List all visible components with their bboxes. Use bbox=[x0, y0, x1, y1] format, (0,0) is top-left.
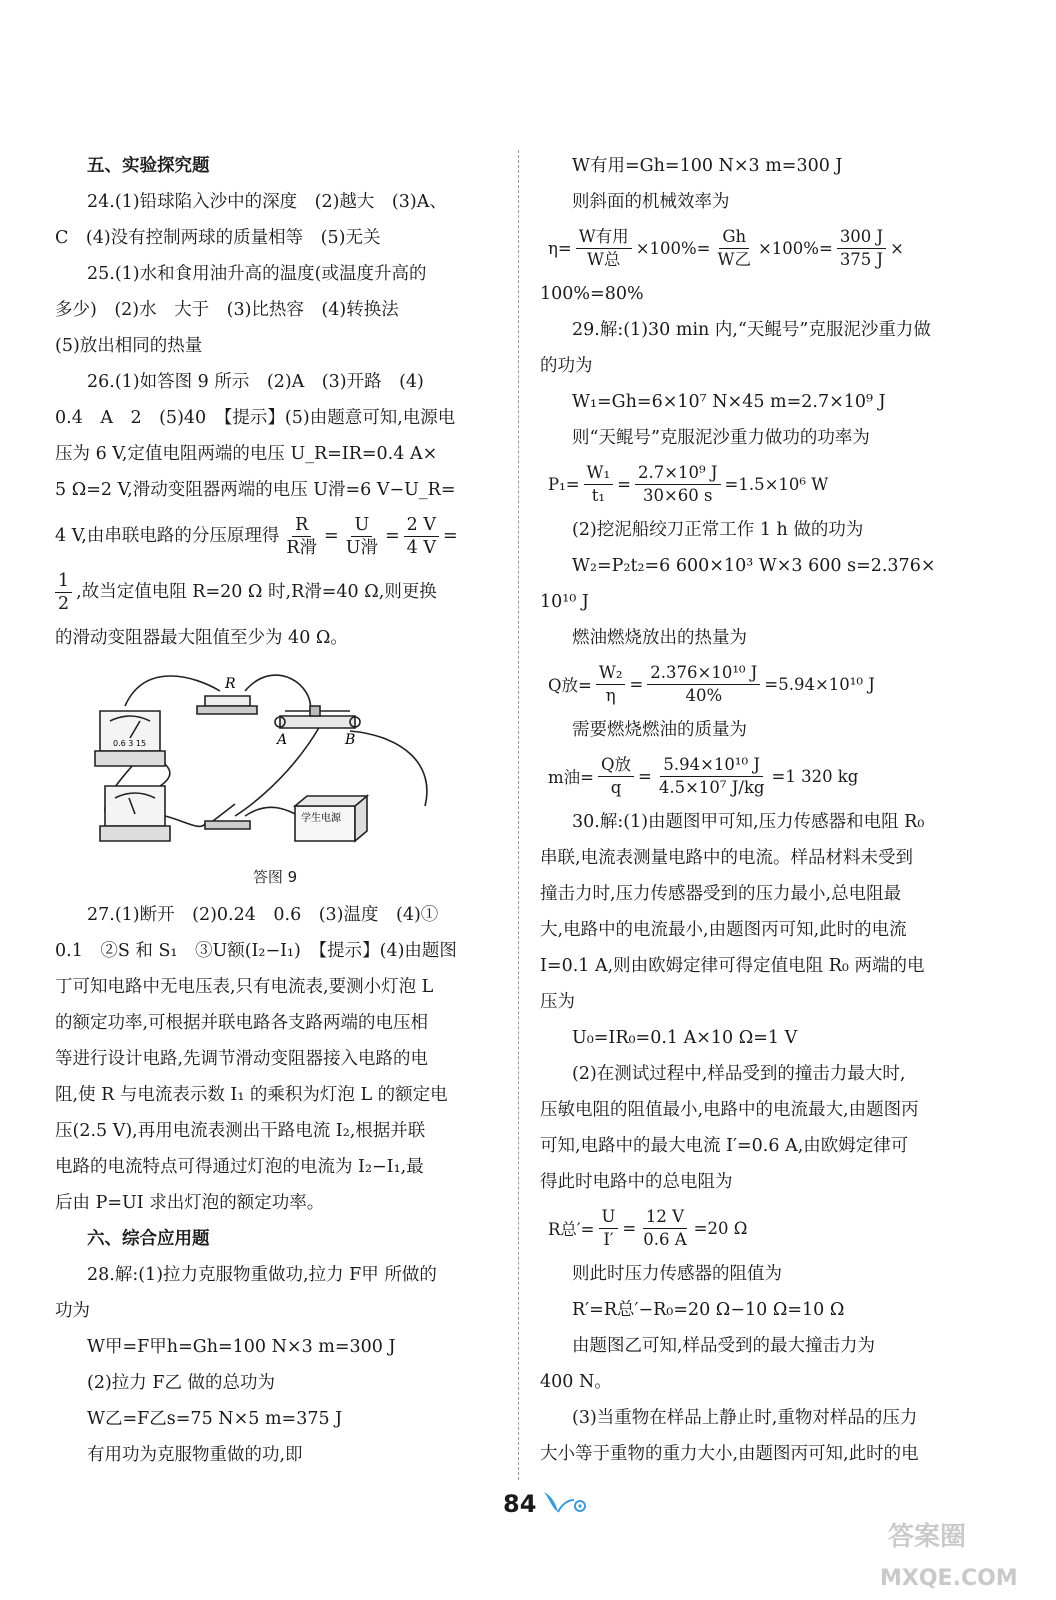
numerator: 2 V bbox=[404, 514, 439, 537]
q28-line5: W乙=F乙s=75 N×5 m=375 J bbox=[87, 1409, 343, 1429]
q26-line7: 的滑动变阻器最大阻值至少为 40 Ω。 bbox=[55, 628, 348, 648]
fraction bbox=[55, 570, 72, 615]
eq-text: =1 320 kg bbox=[771, 766, 859, 786]
q30-line9: 压敏电阻的阻值最小,电路中的电流最大,由题图丙 bbox=[540, 1100, 919, 1120]
q28-line2: 功为 bbox=[55, 1301, 90, 1321]
q27-line4: 的额定功率,可根据并联电路各支路两端的电压相 bbox=[55, 1013, 429, 1033]
power-equation bbox=[540, 456, 980, 512]
q30-line18: 大小等于重物的重力大小,由题图丙可知,此时的电 bbox=[540, 1444, 919, 1464]
denominator: q bbox=[610, 777, 622, 797]
denominator: 40% bbox=[685, 685, 723, 705]
q30-line10: 可知,电路中的最大电流 I′=0.6 A,由欧姆定律可 bbox=[540, 1136, 909, 1156]
fraction bbox=[283, 514, 320, 559]
label-meter-scale: 0.6 3 15 bbox=[113, 739, 147, 748]
circuit-diagram bbox=[85, 666, 465, 856]
q26-line6 bbox=[55, 564, 495, 620]
label-A: A bbox=[277, 732, 288, 748]
eq-text: × bbox=[890, 238, 904, 258]
q26-line5-text: 4 V,由串联电路的分压原理得 bbox=[55, 526, 280, 546]
resistance-equation bbox=[540, 1200, 980, 1256]
numerator: W有用 bbox=[576, 226, 632, 249]
eq-text: Q放= bbox=[548, 676, 592, 695]
watermark-top-text: 答案圈 bbox=[888, 1522, 967, 1552]
denominator: R滑 bbox=[286, 537, 318, 558]
eq-text: = bbox=[617, 474, 631, 494]
q29-line8: 10¹⁰ J bbox=[540, 592, 589, 612]
eq-text: = bbox=[638, 766, 652, 786]
fraction bbox=[598, 754, 634, 799]
q29-line11: 需要燃烧燃油的质量为 bbox=[572, 720, 747, 740]
fraction bbox=[837, 226, 886, 271]
q27-line7: 压(2.5 V),再用电流表测出干路电流 I₂,根据并联 bbox=[55, 1121, 426, 1141]
mass-equation bbox=[540, 748, 980, 804]
fraction bbox=[647, 662, 760, 707]
fraction bbox=[640, 1206, 689, 1251]
q28-line3: W甲=F甲h=Gh=100 N×3 m=300 J bbox=[87, 1337, 396, 1357]
numerator: 300 J bbox=[837, 226, 886, 249]
label-power-supply: 学生电源 bbox=[301, 813, 341, 824]
fraction bbox=[715, 226, 754, 271]
q24-line1: 24.(1)铅球陷入沙中的深度 (2)越大 (3)A、 bbox=[87, 192, 447, 212]
q29-line3: W₁=Gh=6×10⁷ N×45 m=2.7×10⁹ J bbox=[572, 392, 886, 412]
numerator: 2.376×10¹⁰ J bbox=[647, 662, 760, 685]
q30-line8: (2)在测试过程中,样品受到的撞击力最大时, bbox=[572, 1064, 906, 1084]
q30-line11: 得此时电路中的总电阻为 bbox=[540, 1172, 733, 1192]
q26-line5: 4 V,由串联电路的分压原理得 $\frac{R}{\text{R滑}}$ = $\frac{U}{\text{U滑}}$ = $\frac{2 V}{4 V}$ = bbox=[55, 514, 458, 558]
section-heading-5: 五、实验探究题 bbox=[87, 156, 210, 176]
q30-line15: 由题图乙可知,样品受到的最大撞击力为 bbox=[572, 1336, 876, 1356]
eq-text: ×100%= bbox=[635, 238, 711, 258]
fraction bbox=[599, 1206, 619, 1251]
q27-line5: 等进行设计电路,先调节滑动变阻器接入电路的电 bbox=[55, 1049, 429, 1069]
q30-line13: 则此时压力传感器的阻值为 bbox=[572, 1264, 782, 1284]
numerator: U bbox=[599, 1206, 619, 1229]
label-R: R bbox=[225, 676, 236, 692]
q26-line1: 26.(1)如答图 9 所示 (2)A (3)开路 (4) bbox=[87, 372, 424, 392]
q28-line4: (2)拉力 F乙 做的总功为 bbox=[87, 1373, 276, 1393]
numerator: 5.94×10¹⁰ J bbox=[660, 754, 763, 777]
fraction bbox=[404, 514, 439, 559]
q30-line3: 撞击力时,压力传感器受到的压力最小,总电阻最 bbox=[540, 884, 902, 904]
q30-line4: 大,电路中的电流最小,由题图丙可知,此时的电流 bbox=[540, 920, 907, 940]
q26-line4: 5 Ω=2 V,滑动变阻器两端的电压 U滑=6 V−U_R= bbox=[55, 480, 456, 500]
eq-text: m油= bbox=[548, 768, 594, 787]
fraction bbox=[656, 754, 768, 799]
q29-line6: (2)挖泥船绞刀正常工作 1 h 做的功为 bbox=[572, 520, 864, 540]
eq-text: P₁= bbox=[548, 474, 580, 494]
fraction bbox=[584, 462, 614, 507]
denominator: 0.6 A bbox=[643, 1229, 687, 1249]
eq-text: η= bbox=[548, 238, 572, 258]
denominator: I′ bbox=[603, 1229, 614, 1249]
r-line4: 100%=80% bbox=[540, 284, 644, 304]
q30-line5: I=0.1 A,则由欧姆定律可得定值电阻 R₀ 两端的电 bbox=[540, 956, 925, 976]
leaf-swirl-icon bbox=[540, 1486, 590, 1518]
numerator: 2.7×10⁹ J bbox=[635, 462, 721, 485]
q25-line2: 多少) (2)水 大于 (3)比热容 (4)转换法 bbox=[55, 300, 399, 320]
numerator: 1 bbox=[55, 570, 72, 593]
numerator: Gh bbox=[719, 226, 749, 249]
eq-text: =20 Ω bbox=[693, 1218, 748, 1238]
q30-line16: 400 N。 bbox=[540, 1372, 612, 1392]
fraction bbox=[343, 514, 381, 559]
q27-line8: 电路的电流特点可得通过灯泡的电流为 I₂−I₁,最 bbox=[55, 1157, 424, 1177]
eq-text: ×100%= bbox=[757, 238, 833, 258]
eq-text: = bbox=[622, 1218, 637, 1238]
fraction bbox=[596, 662, 626, 707]
denominator: W总 bbox=[586, 249, 621, 269]
left-column bbox=[55, 148, 495, 1473]
numerator: Q放 bbox=[598, 754, 634, 777]
eq-text: R总′= bbox=[548, 1220, 595, 1239]
q29-line7: W₂=P₂t₂=6 600×10³ W×3 600 s=2.376× bbox=[572, 556, 936, 576]
q30-line14: R′=R总′−R₀=20 Ω−10 Ω=10 Ω bbox=[572, 1300, 845, 1320]
eq-text: =5.94×10¹⁰ J bbox=[764, 674, 875, 694]
denominator: t₁ bbox=[591, 485, 605, 505]
q30-line6: 压为 bbox=[540, 992, 575, 1012]
q28-line1: 28.解:(1)拉力克服物重做功,拉力 F甲 所做的 bbox=[87, 1265, 437, 1285]
q27-line2: 0.1 ②S 和 S₁ ③U额(I₂−I₁) 【提示】(4)由题图 bbox=[55, 941, 457, 961]
section-heading-6: 六、综合应用题 bbox=[87, 1229, 210, 1249]
q29-line1: 29.解:(1)30 min 内,“天鲲号”克服泥沙重力做 bbox=[572, 320, 931, 340]
denominator: W乙 bbox=[717, 249, 751, 269]
q24-line2: C (4)没有控制两球的质量相等 (5)无关 bbox=[55, 228, 381, 248]
watermark-bottom-text: MXQE.COM bbox=[880, 1566, 1018, 1591]
figure-caption: 答图 9 bbox=[252, 868, 298, 886]
q26-line6-text: ,故当定值电阻 R=20 Ω 时,R滑=40 Ω,则更换 bbox=[76, 582, 437, 602]
denominator: 30×60 s bbox=[642, 485, 713, 505]
q25-line1: 25.(1)水和食用油升高的温度(或温度升高的 bbox=[87, 264, 427, 284]
q27-line9: 后由 P=UI 求出灯泡的额定功率。 bbox=[55, 1193, 325, 1213]
denominator: 375 J bbox=[839, 249, 884, 269]
numerator: W₂ bbox=[596, 662, 626, 685]
fraction bbox=[576, 226, 632, 271]
r-line2: 则斜面的机械效率为 bbox=[572, 192, 730, 212]
q30-line1: 30.解:(1)由题图甲可知,压力传感器和电阻 R₀ bbox=[572, 812, 925, 832]
q27-line1: 27.(1)断开 (2)0.24 0.6 (3)温度 (4)① bbox=[87, 905, 439, 925]
r-line1: W有用=Gh=100 N×3 m=300 J bbox=[572, 156, 843, 176]
efficiency-equation bbox=[540, 220, 980, 276]
column-divider bbox=[518, 150, 519, 1480]
q29-line9: 燃油燃烧放出的热量为 bbox=[572, 628, 747, 648]
denominator: 4 V bbox=[406, 537, 436, 558]
fraction bbox=[635, 462, 721, 507]
q29-line2: 的功为 bbox=[540, 356, 593, 376]
watermark-logo bbox=[870, 1505, 1050, 1595]
denominator: η bbox=[605, 685, 616, 705]
q30-line7: U₀=IR₀=0.1 A×10 Ω=1 V bbox=[572, 1028, 798, 1048]
eq-text: =1.5×10⁶ W bbox=[724, 474, 829, 494]
q27-line3: 丁可知电路中无电压表,只有电流表,要测小灯泡 L bbox=[55, 977, 434, 997]
right-column bbox=[540, 148, 980, 1472]
q30-line17: (3)当重物在样品上静止时,重物对样品的压力 bbox=[572, 1408, 918, 1428]
eq-text: = bbox=[629, 674, 644, 694]
denominator: 4.5×10⁷ J/kg bbox=[658, 777, 765, 797]
numerator: U bbox=[351, 514, 372, 537]
numerator: 12 V bbox=[643, 1206, 687, 1229]
heat-equation bbox=[540, 656, 980, 712]
denominator: 2 bbox=[58, 593, 70, 614]
denominator: U滑 bbox=[345, 537, 378, 558]
q28-line6: 有用功为克服物重做的功,即 bbox=[87, 1445, 303, 1465]
numerator: W₁ bbox=[584, 462, 614, 485]
numerator: R bbox=[292, 514, 311, 537]
q26-line3: 压为 6 V,定值电阻两端的电压 U_R=IR=0.4 A× bbox=[55, 444, 438, 464]
q29-line4: 则“天鲲号”克服泥沙重力做功的功率为 bbox=[572, 428, 870, 448]
q30-line2: 串联,电流表测量电路中的电流。样品材料未受到 bbox=[540, 848, 914, 868]
q26-line2: 0.4 A 2 (5)40 【提示】(5)由题意可知,电源电 bbox=[55, 408, 456, 428]
q27-line6: 阻,使 R 与电流表示数 I₁ 的乘积为灯泡 L 的额定电 bbox=[55, 1085, 448, 1105]
label-B: B bbox=[345, 732, 356, 748]
q25-line3: (5)放出相同的热量 bbox=[55, 336, 203, 356]
page-number: 84 bbox=[503, 1490, 537, 1518]
